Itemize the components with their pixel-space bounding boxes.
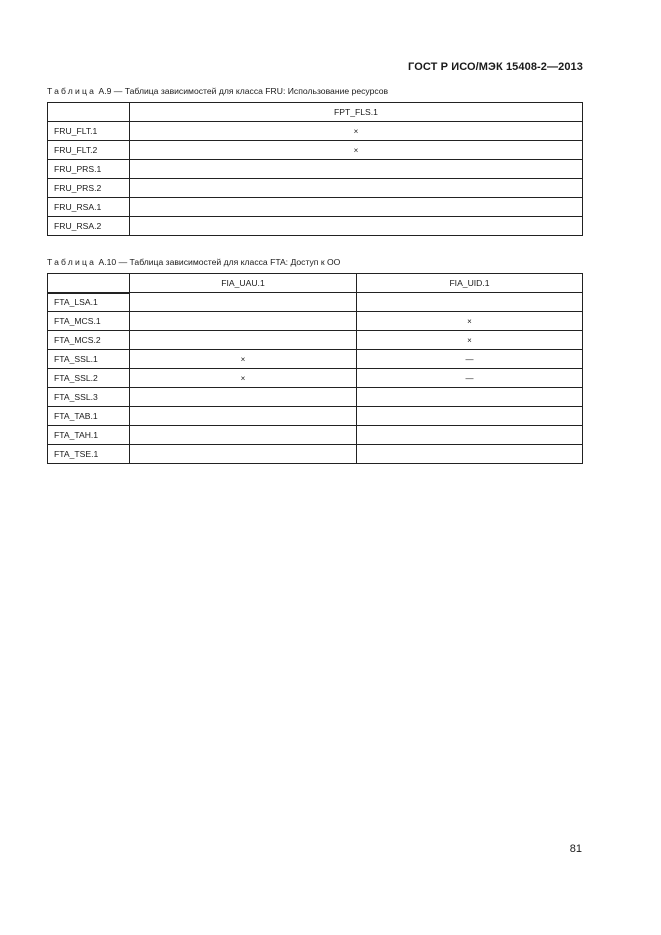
- dependency-cell: —: [357, 369, 583, 388]
- dependency-cell: [130, 312, 357, 331]
- row-label: FTA_TSE.1: [48, 445, 130, 464]
- table-a10: [47, 273, 583, 464]
- dependency-cell: —: [357, 350, 583, 369]
- row-label: FTA_TAH.1: [48, 426, 130, 445]
- row-label: FTA_LSA.1: [48, 293, 130, 312]
- dependency-cell: ×: [130, 122, 583, 141]
- table-a9-caption: [47, 86, 388, 96]
- table-row: [48, 369, 583, 388]
- table-row: [48, 388, 583, 407]
- table-row: [48, 407, 583, 426]
- table-row: [48, 331, 583, 350]
- table-a10-caption-word: Таблица: [47, 257, 97, 267]
- table-header-row: [48, 274, 583, 293]
- dependency-cell: [130, 388, 357, 407]
- dependency-cell: [357, 388, 583, 407]
- row-label: FRU_RSA.1: [48, 198, 130, 217]
- row-label: FTA_TAB.1: [48, 407, 130, 426]
- dependency-cell: [357, 293, 583, 312]
- row-label: FTA_SSL.2: [48, 369, 130, 388]
- table-corner-cell: [48, 103, 130, 122]
- row-label: FRU_RSA.2: [48, 217, 130, 236]
- page-number: 81: [569, 843, 582, 855]
- table-row: [48, 426, 583, 445]
- table-a9-caption-word: Таблица: [47, 86, 97, 96]
- dependency-cell: [130, 293, 357, 312]
- table-a9-caption-text: A.9 — Таблица зависимостей для класса FRU: Использование ресурсов: [98, 86, 389, 96]
- dependency-cell: ×: [130, 369, 357, 388]
- table-row: [48, 122, 583, 141]
- document-header: ГОСТ Р ИСО/МЭК 15408-2—2013: [408, 61, 583, 73]
- dependency-cell: ×: [357, 331, 583, 350]
- table-row: [48, 312, 583, 331]
- dependency-cell: ×: [130, 141, 583, 160]
- row-label: FTA_MCS.1: [48, 312, 130, 331]
- column-header: FPT_FLS.1: [130, 103, 583, 122]
- dependency-cell: [130, 198, 583, 217]
- table-row: [48, 293, 583, 312]
- row-label: FTA_MCS.2: [48, 331, 130, 350]
- dependency-cell: [357, 445, 583, 464]
- dependency-cell: [130, 160, 583, 179]
- column-header: FIA_UID.1: [357, 274, 583, 293]
- table-row: [48, 179, 583, 198]
- dependency-cell: [357, 407, 583, 426]
- row-label: FRU_PRS.2: [48, 179, 130, 198]
- dependency-cell: [130, 407, 357, 426]
- row-label: FRU_FLT.2: [48, 141, 130, 160]
- table-row: [48, 350, 583, 369]
- dependency-cell: [357, 426, 583, 445]
- dependency-cell: ×: [357, 312, 583, 331]
- table-row: [48, 198, 583, 217]
- dependency-cell: [130, 179, 583, 198]
- dependency-cell: [130, 445, 357, 464]
- table-row: [48, 445, 583, 464]
- column-header: FIA_UAU.1: [130, 274, 357, 293]
- table-a9: [47, 102, 583, 236]
- table-row: [48, 160, 583, 179]
- dependency-cell: [130, 217, 583, 236]
- table-header-row: [48, 103, 583, 122]
- dependency-cell: [130, 426, 357, 445]
- table-row: [48, 217, 583, 236]
- table-corner-cell: [48, 274, 130, 293]
- row-label: FRU_FLT.1: [48, 122, 130, 141]
- table-a10-caption-text: A.10 — Таблица зависимостей для класса FTA: Доступ к ОО: [98, 257, 341, 267]
- dependency-cell: ×: [130, 350, 357, 369]
- row-label: FTA_SSL.1: [48, 350, 130, 369]
- table-a10-caption: [47, 257, 340, 267]
- table-row: [48, 141, 583, 160]
- dependency-cell: [130, 331, 357, 350]
- row-label: FRU_PRS.1: [48, 160, 130, 179]
- row-label: FTA_SSL.3: [48, 388, 130, 407]
